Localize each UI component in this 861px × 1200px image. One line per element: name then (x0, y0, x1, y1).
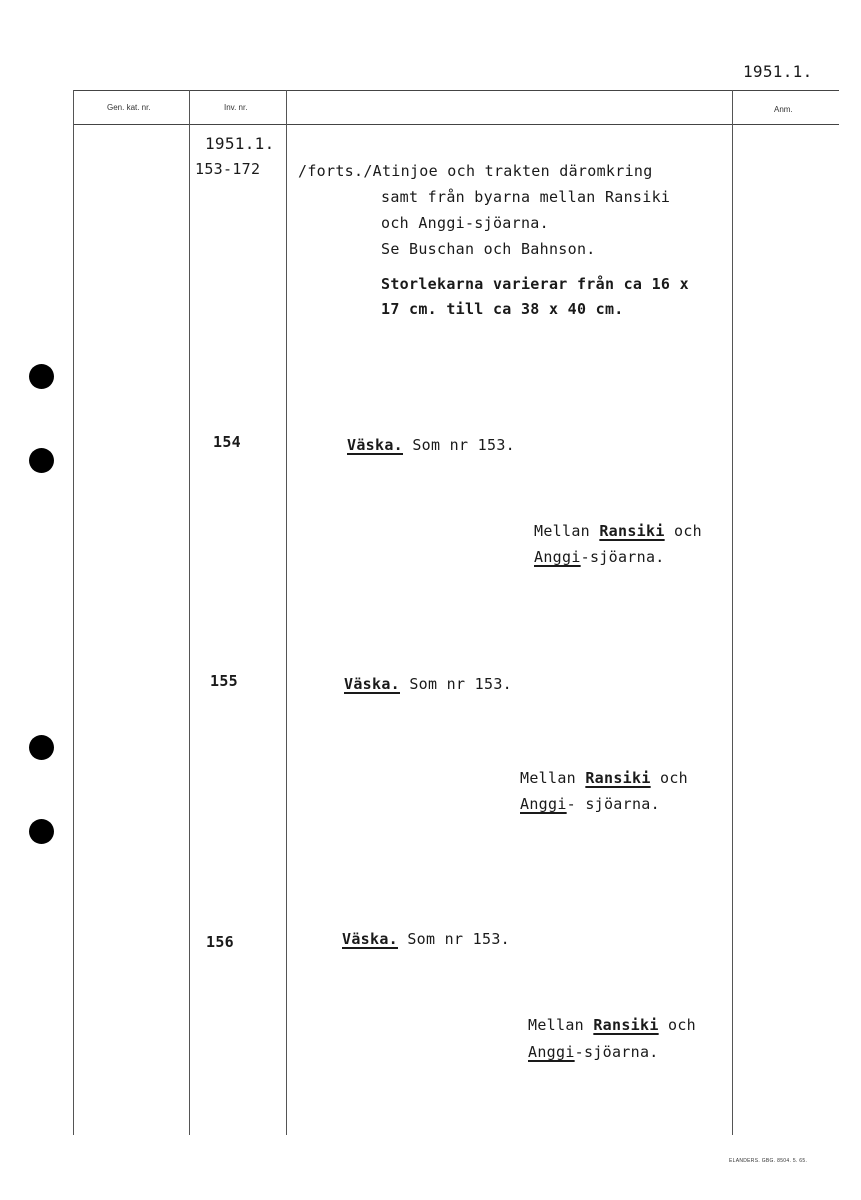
place-anggi: Anggi (534, 548, 581, 566)
item-line (344, 675, 512, 693)
location-line (520, 795, 660, 813)
item-name: Väska. (342, 930, 398, 948)
item-name: Väska. (347, 436, 403, 454)
item-line (342, 930, 510, 948)
location-line (528, 1016, 696, 1034)
table-top-rule (73, 90, 839, 91)
location-text: - sjöarna. (566, 795, 660, 813)
location-text: och (658, 1016, 696, 1034)
location-text: -sjöarna. (580, 548, 665, 566)
inventory-number: 156 (206, 933, 234, 951)
column-header-anm: Anm. (774, 105, 793, 114)
punch-hole (29, 448, 54, 473)
column-rule (286, 90, 287, 1135)
location-text: Mellan (520, 769, 586, 787)
description-line: och Anggi-sjöarna. (381, 214, 549, 232)
inventory-year: 1951.1. (205, 134, 275, 153)
description-line: 17 cm. till ca 38 x 40 cm. (381, 300, 624, 318)
item-name: Väska. (344, 675, 400, 693)
item-desc: Som nr 153. (409, 675, 512, 693)
place-ransiki: Ransiki (599, 522, 665, 540)
inventory-number: 154 (213, 433, 241, 451)
inventory-range: 153-172 (195, 160, 261, 178)
column-header-inv: Inv. nr. (224, 103, 248, 112)
item-line (347, 436, 515, 454)
punch-hole (29, 364, 54, 389)
table-header-rule (73, 124, 839, 125)
location-text: Mellan (528, 1016, 594, 1034)
punch-hole (29, 819, 54, 844)
place-anggi: Anggi (528, 1043, 575, 1061)
column-rule (189, 90, 190, 1135)
place-ransiki: Ransiki (585, 769, 651, 787)
description-line: /forts./Atinjoe och trakten däromkring (298, 162, 653, 180)
item-desc: Som nr 153. (407, 930, 510, 948)
location-text: och (650, 769, 688, 787)
description-line: Storlekarna varierar från ca 16 x (381, 275, 689, 293)
place-anggi: Anggi (520, 795, 567, 813)
location-text: Mellan (534, 522, 600, 540)
location-line (534, 548, 665, 566)
location-text: -sjöarna. (574, 1043, 659, 1061)
location-line (534, 522, 702, 540)
column-rule (73, 90, 74, 1135)
description-line: samt från byarna mellan Ransiki (381, 188, 671, 206)
item-desc: Som nr 153. (412, 436, 515, 454)
punch-hole (29, 735, 54, 760)
column-header-gen: Gen. kat. nr. (107, 103, 151, 112)
inventory-number: 155 (210, 672, 238, 690)
location-text: och (664, 522, 702, 540)
page-code: 1951.1. (743, 62, 813, 81)
location-line (528, 1043, 659, 1061)
description-line: Se Buschan och Bahnson. (381, 240, 596, 258)
printer-imprint: ELANDERS. GBG. 8504. 5. 65. (729, 1158, 808, 1164)
place-ransiki: Ransiki (593, 1016, 659, 1034)
column-rule (732, 90, 733, 1135)
location-line (520, 769, 688, 787)
